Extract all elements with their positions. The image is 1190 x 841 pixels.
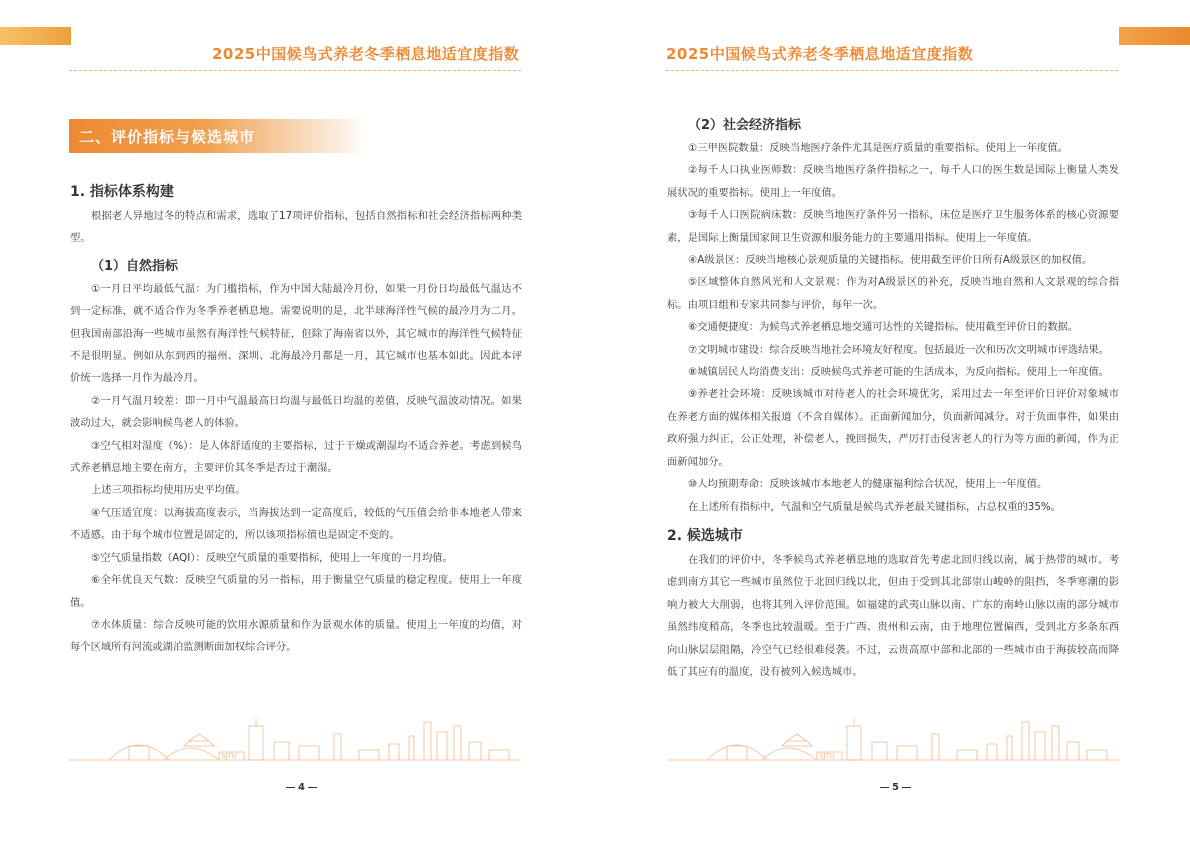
socio-indicator-summary: 在上述所有指标中，气温和空气质量是候鸟式养老最关键指标，占总权重的35%。 [688, 500, 1061, 513]
natural-indicator-2: ②一月气温月较差：即一月中气温最高日均温与最低日均温的差值，反映气温波动情况。如果波动过大，就会影响候鸟老人的体验。 [70, 394, 522, 430]
natural-indicator-1: ①一月日平均最低气温：为门槛指标，作为中国大陆最冷月份，如果一月份日均最低气温达不到一定标准，就不适合作为冬季养老栖息地。需要说明的是，北半球海洋性气候的最冷月为二月。但我国南部沿海一些城市虽然有海洋性气候特征，但除了海南省以外，其它城市的海洋性气候特征不是很明显。例如从东到西的福州、深圳、北海最冷月都是一月，其它城市也基本如此。因此本评价统一选择一月作为最冷月。 [70, 282, 522, 385]
natural-indicator-5: ⑤空气质量指数（AQI）：反映空气质量的重要指标，使用上一年度的一月均值。 [91, 551, 453, 564]
header-tab [1119, 27, 1190, 45]
section-banner-title: 二、评价指标与候选城市 [79, 128, 256, 146]
natural-indicator-3: ③空气相对湿度（%）：是人体舒适度的主要指标，过于干燥或潮湿均不适合养老。考虑到候鸟式养老栖息地主要在南方，主要评价其冬季是否过于潮湿。 [70, 439, 522, 475]
right-page [595, 0, 1190, 841]
header-title: 2025中国候鸟式养老冬季栖息地适宜度指数 [666, 45, 974, 63]
skyline-label: SJTU [221, 752, 237, 760]
right-page-content [667, 115, 1119, 683]
section-banner [69, 119, 369, 153]
socio-indicator-8: ⑧城镇居民人均消费支出：反映候鸟式养老可能的生活成本，为反向指标。使用上一年度值。 [688, 366, 1110, 379]
header-title: 2025中国候鸟式养老冬季栖息地适宜度指数 [212, 45, 520, 63]
natural-indicator-4: ④气压适宜度：以海拔高度表示，当海拔达到一定高度后，较低的气压值会给非本地老人带来不适感。由于每个城市位置是固定的，所以该项指标值也是固定不变的。 [70, 506, 522, 542]
skyline-illustration [69, 716, 521, 764]
heading-natural-indicators: （1）自然指标 [91, 258, 179, 274]
left-page-content [70, 180, 522, 659]
socio-indicator-7: ⑦文明城市建设：综合反映当地社会环境友好程度。包括最近一次和历次文明城市评选结果。 [688, 343, 1110, 356]
paragraph-intro: 根据老人异地过冬的特点和需求，选取了17项评价指标，包括自然指标和社会经济指标两种类型。 [70, 210, 522, 245]
paragraph-candidate-cities: 在我们的评价中，冬季候鸟式养老栖息地的选取首先考虑北回归线以南，属于热带的城市。考虑到南方其它一些城市虽然位于北回归线以北，但由于受到其北部崇山峻岭的阻挡，冬季寒潮的影响力被大大削弱，也将其列入评价范围。如福建的武夷山脉以南、广东的南岭山脉以南的部分城市虽然纬度稍高，冬季也比较温暖。至于广西、贵州和云南，由于地理位置偏西，受到北方多条东西向山脉层层阻隔，冷空气已经很难侵袭。不过，云贵高原中部和北部的一些城市由于海拔较高而降低了其应有的温度，没有被列入候选城市。 [667, 553, 1119, 678]
socio-indicator-3: ③每千人口医院病床数：反映当地医疗条件另一指标，床位是医疗卫生服务体系的核心资源要素，是国际上衡量国家间卫生资源和服务能力的主要通用指标。使用上一年度值。 [667, 209, 1119, 244]
socio-indicator-1: ①三甲医院数量：反映当地医疗条件尤其是医疗质量的重要指标。使用上一年度值。 [688, 142, 1068, 154]
page-number: 5 [877, 782, 914, 793]
natural-indicator-note: 上述三项指标均使用历史平均值。 [91, 484, 246, 497]
header-divider [666, 70, 1118, 71]
page-number: 4 [283, 782, 320, 793]
natural-indicator-6: ⑥全年优良天气数：反映空气质量的另一指标，用于衡量空气质量的稳定程度。使用上一年度值。 [70, 574, 522, 609]
natural-indicator-7: ⑦水体质量：综合反映可能的饮用水源质量和作为景观水体的质量。使用上一年度的均值，对每个区域所有河流或湖泊监测断面加权综合评分。 [70, 618, 522, 654]
heading-socio-indicators: （2）社会经济指标 [688, 118, 802, 133]
skyline-label: SJTU [819, 752, 835, 760]
heading-candidate-cities: 2. 候选城市 [667, 527, 743, 544]
socio-indicator-4: ④A级景区：反映当地核心景观质量的关键指标。使用截至评价日所有A级景区的加权值。 [688, 254, 1093, 267]
header-tab [0, 27, 71, 45]
heading-indicator-system: 1. 指标体系构建 [70, 184, 174, 200]
skyline-illustration [667, 716, 1119, 764]
header-divider [69, 70, 521, 71]
socio-indicator-10: ⑩人均预期寿命：反映该城市本地老人的健康福利综合状况，使用上一年度值。 [688, 478, 1048, 491]
socio-indicator-5: ⑤区域整体自然风光和人文景观：作为对A级景区的补充，反映当地自然和人文景观的综合指标。由项目组和专家共同参与评价，每年一次。 [667, 276, 1119, 311]
socio-indicator-9: ⑨养老社会环境：反映该城市对待老人的社会环境优劣，采用过去一年至评价日评价对象城市在养老方面的媒体相关报道（不含自媒体）。正面新闻加分，负面新闻减分。对于负面事件，如果由政府强力纠正，公正处理，补偿老人，挽回损失，严厉打击侵害老人的行为等方面的新闻，作为正面新闻加分。 [667, 388, 1119, 468]
socio-indicator-2: ②每千人口执业医师数：反映当地医疗条件指标之一，每千人口的医生数是国际上衡量人类发展状况的重要指标。使用上一年度值。 [667, 164, 1119, 199]
socio-indicator-6: ⑥交通便捷度：为候鸟式养老栖息地交通可达性的关键指标。使用截至评价日的数据。 [688, 321, 1079, 334]
